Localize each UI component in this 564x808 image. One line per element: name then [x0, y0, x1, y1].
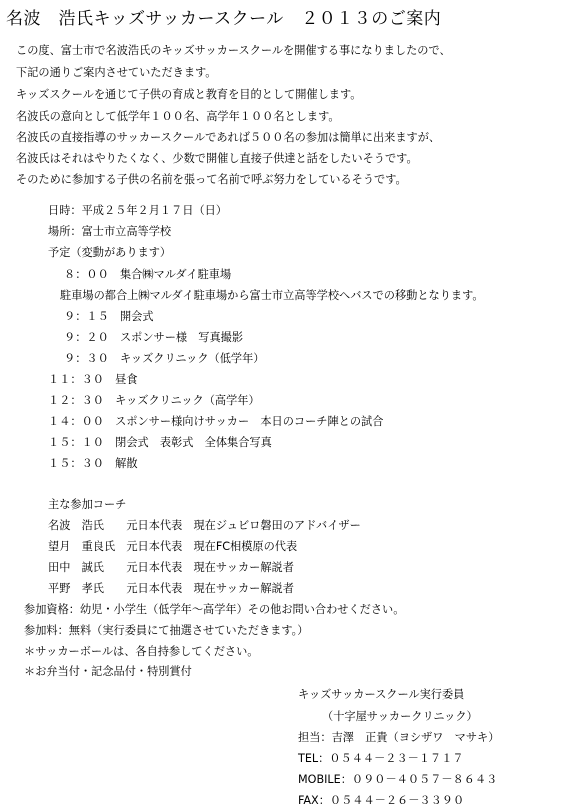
intro-line: キッズスクールを通じて子供の育成と教育を目的として開催します。 [16, 88, 362, 101]
schedule-item: １４：００ スポンサー様向けサッカー 本日のコーチ陣との試合 [48, 415, 384, 428]
intro-line: この度、富士市で名波浩氏のキッズサッカースクールを開催する事になりましたので、 [16, 44, 451, 57]
schedule-item: １１：３０ 昼食 [48, 373, 138, 386]
coach-item: 名波 浩氏 元日本代表 現在ジュビロ磐田のアドバイザー [48, 519, 361, 532]
contact-fax: FAX：０５４４－２６－３３９０ [298, 794, 465, 807]
schedule-item: ９：１５ 開会式 [64, 310, 154, 323]
schedule-item: １２：３０ キッズクリニック（高学年） [48, 394, 260, 407]
schedule-item: ９：３０ キッズクリニック（低学年） [64, 352, 265, 365]
schedule-item: ９：２０ スポンサー様 写真撮影 [64, 331, 244, 344]
intro-line: 下記の通りご案内させていただきます。 [16, 66, 217, 79]
contact-mobile: MOBILE：０９０－４０５７－８６４３ [298, 773, 498, 786]
contact-org: キッズサッカースクール実行委員 [298, 688, 465, 701]
contact-tel: TEL：０５４４－２３－１７１７ [298, 752, 464, 765]
event-venue: 場所：富士市立高等学校 [48, 225, 172, 238]
coach-item: 平野 孝氏 元日本代表 現在サッカー解説者 [48, 582, 294, 595]
ball-note: ＊サッカーボールは、各自持参してください。 [24, 645, 259, 658]
schedule-note: 駐車場の都合上㈱マルダイ駐車場から富士市立高等学校へバスでの移動となります。 [60, 289, 484, 302]
intro-line: そのために参加する子供の名前を張って名前で呼ぶ努力をしているそうです。 [16, 173, 407, 186]
coaches-heading: 主な参加コーチ [48, 498, 127, 511]
page-title: 名波 浩氏キッズサッカースクール ２０１３のご案内 [6, 9, 442, 29]
coach-item: 田中 誠氏 元日本代表 現在サッカー解説者 [48, 561, 294, 574]
intro-line: 名波氏はそれはやりたくなく、少数で開催し直接子供達と話をしたいそうです。 [16, 152, 418, 165]
schedule-item: １５：１０ 閉会式 表彰式 全体集合写真 [48, 436, 272, 449]
eligibility-note: 参加資格：幼児・小学生（低学年～高学年）その他お問い合わせください。 [24, 603, 405, 616]
event-date: 日時：平成２５年２月１７日（日） [48, 204, 228, 217]
bonus-note: ＊お弁当付・記念品付・特別賞付 [24, 665, 192, 678]
contact-sub: （十字屋サッカークリニック） [322, 710, 478, 723]
intro-line: 名波氏の意向として低学年１００名、高学年１００名とします。 [16, 110, 340, 123]
schedule-heading: 予定（変動があります） [48, 246, 172, 259]
schedule-item: １５：３０ 解散 [48, 457, 138, 470]
coach-item: 望月 重良氏 元日本代表 現在FC相模原の代表 [48, 540, 298, 553]
intro-line: 名波氏の直接指導のサッカースクールであれば５００名の参加は簡単に出来ますが、 [16, 131, 441, 144]
fee-note: 参加料：無料（実行委員にて抽選させていただきます。） [24, 624, 309, 637]
contact-person: 担当：吉澤 正貴（ヨシザワ マサキ） [298, 731, 500, 744]
schedule-item: ８：００ 集合㈱マルダイ駐車場 [64, 268, 232, 281]
